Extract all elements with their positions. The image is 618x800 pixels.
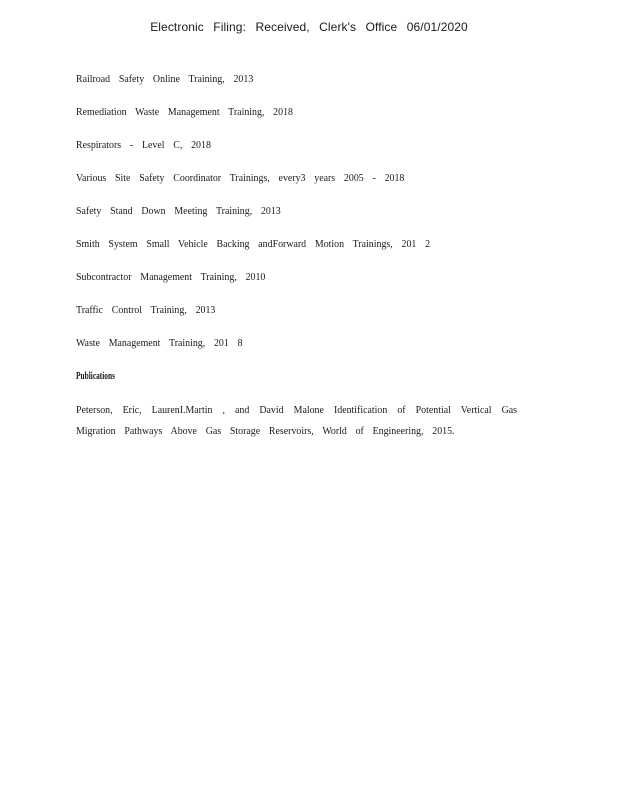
publications-heading: Publications <box>76 371 115 382</box>
training-item: Subcontractor Management Training, 2010 <box>76 271 266 283</box>
publication-entry: Peterson, Eric, LaurenI.Martin , and David Malone Identification of Potential Vertical Gas Migration Pathways Above Gas Storage Reservoirs, World of Engineering, 2015. <box>76 404 517 437</box>
training-item: Traffic Control Training, 2013 <box>76 304 216 316</box>
training-item: Safety Stand Down Meeting Training, 2013 <box>76 205 281 217</box>
training-item: Remediation Waste Management Training, 2018 <box>76 106 293 118</box>
training-item: Various Site Safety Coordinator Trainings, every3 years 2005 - 2018 <box>76 172 405 184</box>
training-item: Respirators - Level C, 2018 <box>76 139 211 151</box>
training-item: Smith System Small Vehicle Backing andForward Motion Trainings, 201 2 <box>76 238 431 250</box>
training-item: Railroad Safety Online Training, 2013 <box>76 73 254 85</box>
document-body <box>76 71 517 442</box>
training-item: Waste Management Training, 201 8 <box>76 337 243 349</box>
filing-stamp: Electronic Filing: Received, Clerk's Office 06/01/2020 <box>150 20 468 34</box>
